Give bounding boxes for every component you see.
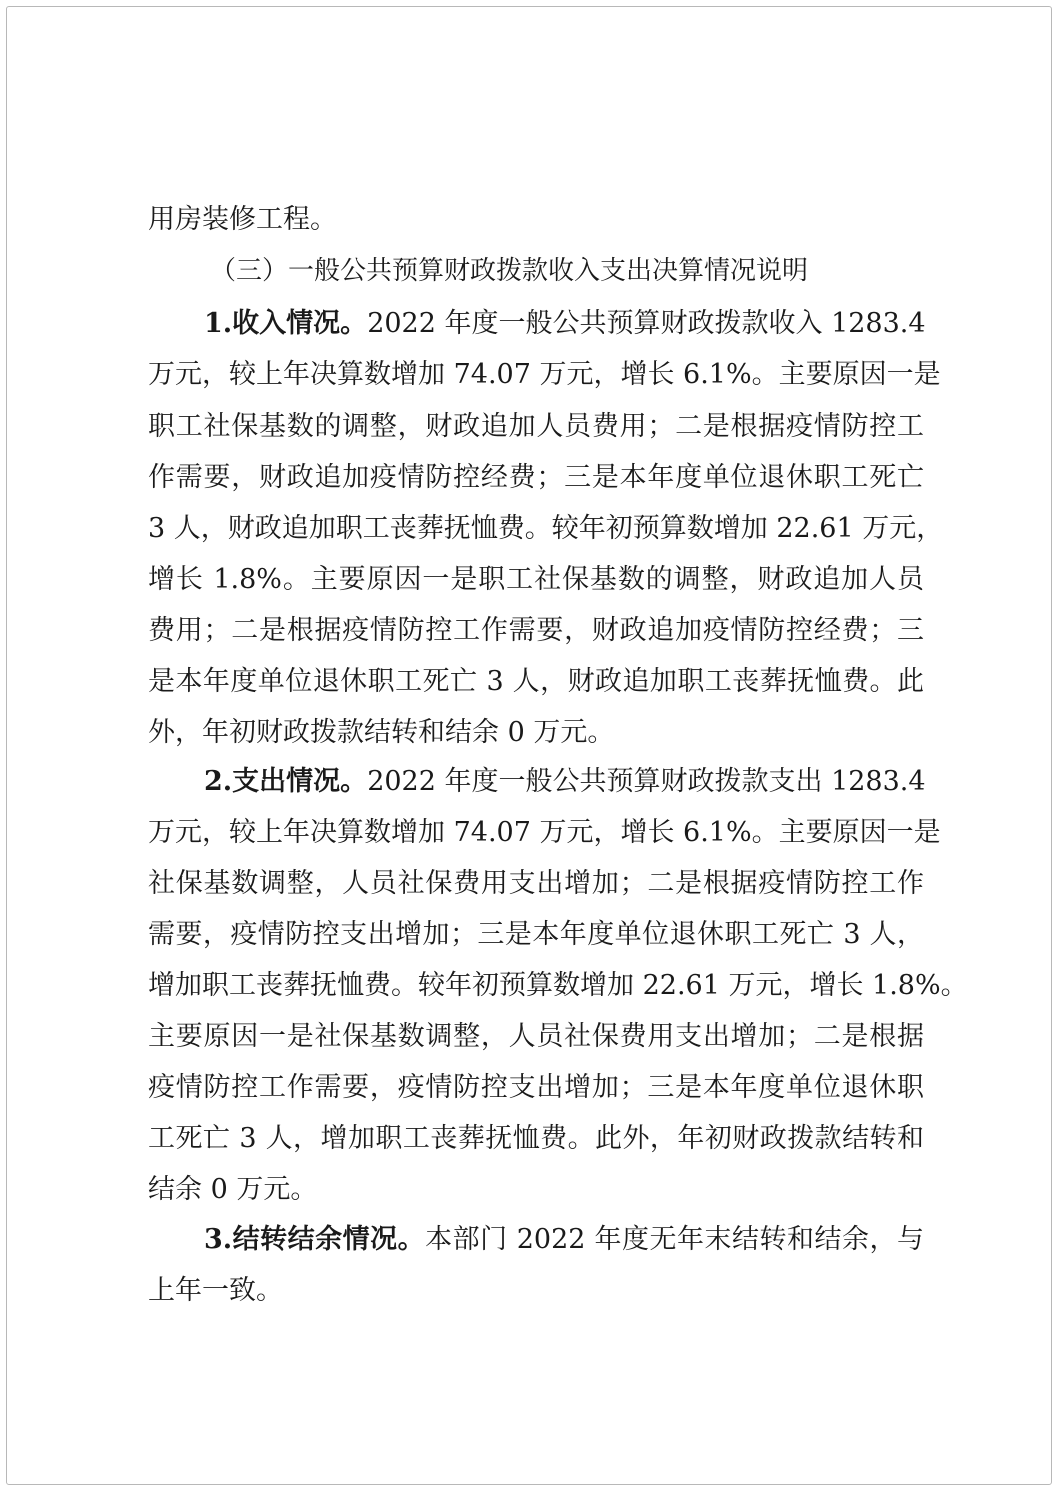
income-text: 2022 年度一般公共预算财政拨款收入 1283.4 [367,308,926,339]
income-paragraph-line: 外，年初财政拨款结转和结余 0 万元。 [148,717,615,748]
income-paragraph-line: 万元，较上年决算数增加 74.07 万元，增长 6.1%。主要原因一是 [148,359,941,390]
income-paragraph-line: 增长 1.8%。主要原因一是职工社保基数的调整，财政追加人员 [148,564,924,595]
income-paragraph-line: 3 人，财政追加职工丧葬抚恤费。较年初预算数增加 22.61 万元， [148,513,944,544]
expenditure-paragraph-line [204,757,924,807]
expenditure-lead: 2.支出情况。 [204,766,368,797]
continuation-line: 用房装修工程。 [148,204,337,235]
section-heading: （三）一般公共预算财政拨款收入支出决算情况说明 [210,256,809,286]
expenditure-paragraph-line: 增加职工丧葬抚恤费。较年初预算数增加 22.61 万元，增长 1.8%。 [148,970,968,1001]
carryover-paragraph-line: 上年一致。 [148,1275,283,1306]
carryover-paragraph-line [204,1215,924,1265]
income-lead: 1.收入情况。 [204,308,368,339]
expenditure-paragraph-line: 主要原因一是社保基数调整，人员社保费用支出增加；二是根据 [148,1021,924,1052]
income-paragraph-line: 是本年度单位退休职工死亡 3 人，财政追加职工丧葬抚恤费。此 [148,666,924,697]
expenditure-paragraph-line: 需要，疫情防控支出增加；三是本年度单位退休职工死亡 3 人， [148,919,924,950]
carryover-text: 本部门 2022 年度无年末结转和结余，与 [425,1224,924,1255]
expenditure-text: 2022 年度一般公共预算财政拨款支出 1283.4 [367,766,926,797]
income-paragraph-line: 费用；二是根据疫情防控工作需要，财政追加疫情防控经费；三 [148,615,924,646]
expenditure-paragraph-line: 结余 0 万元。 [148,1174,318,1205]
expenditure-paragraph-line: 疫情防控工作需要，疫情防控支出增加；三是本年度单位退休职 [148,1072,924,1103]
income-paragraph-line [204,299,924,349]
carryover-lead: 3.结转结余情况。 [204,1224,426,1255]
expenditure-paragraph-line: 万元，较上年决算数增加 74.07 万元，增长 6.1%。主要原因一是 [148,817,941,848]
expenditure-paragraph-line: 工死亡 3 人，增加职工丧葬抚恤费。此外，年初财政拨款结转和 [148,1123,924,1154]
expenditure-paragraph-line: 社保基数调整，人员社保费用支出增加；二是根据疫情防控工作 [148,868,924,899]
income-paragraph-line: 职工社保基数的调整，财政追加人员费用；二是根据疫情防控工 [148,411,924,442]
income-paragraph-line: 作需要，财政追加疫情防控经费；三是本年度单位退休职工死亡 [148,462,924,493]
